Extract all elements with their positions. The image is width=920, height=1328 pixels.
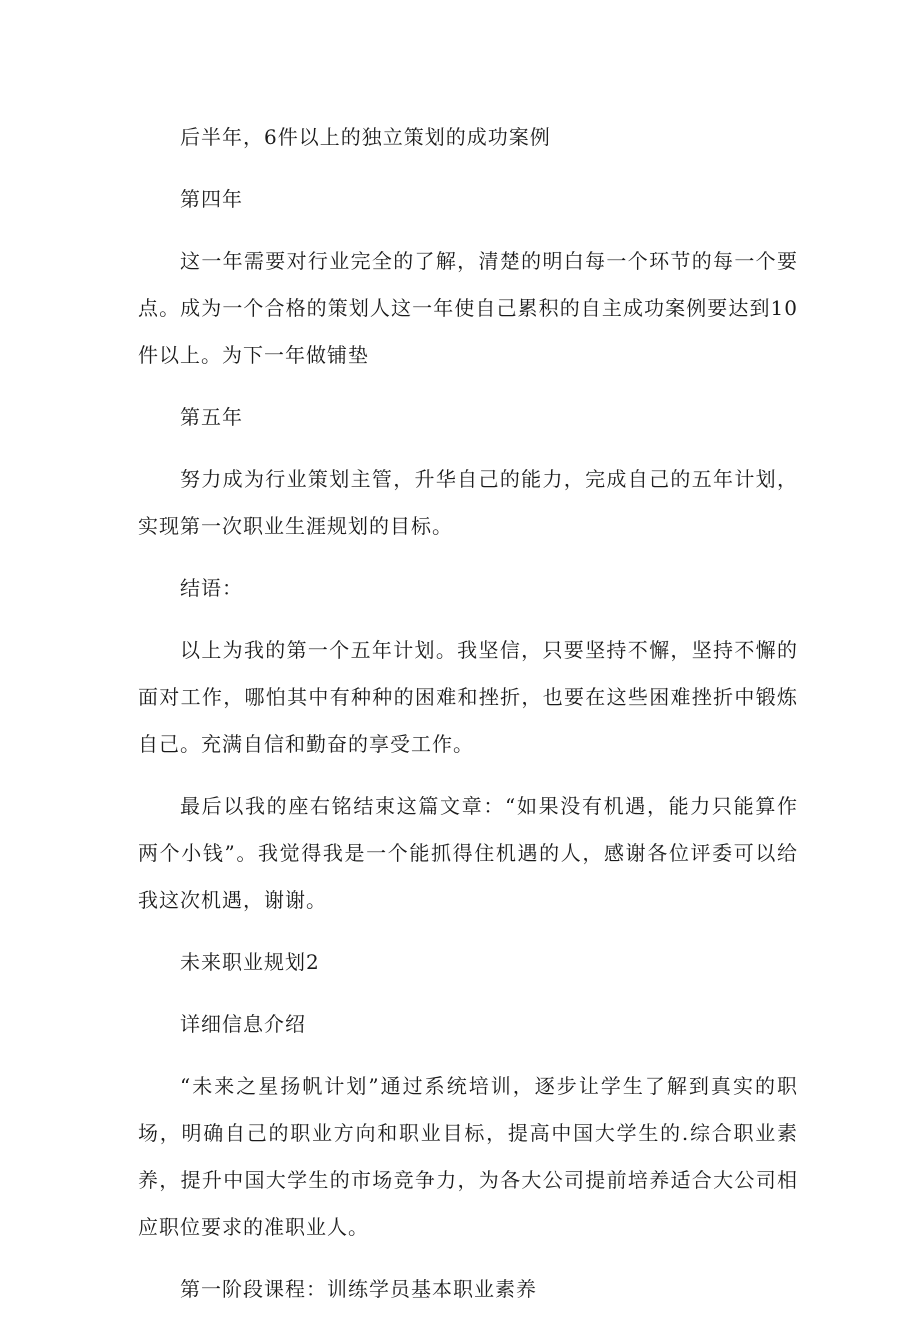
paragraph-motto: 最后以我的座右铭结束这篇文章：“如果没有机遇，能力只能算作两个小钱”。我觉得我是一个能抓得住机遇的人，感谢各位评委可以给我这次机遇，谢谢。 [138,794,798,912]
paragraph-year-four: 这一年需要对行业完全的了解，清楚的明白每一个环节的每一个要点。成为一个合格的策划人这一年使自己累积的自主成功案例要达到10件以上。为下一年做铺垫 [138,249,798,367]
heading-year-five: 第五年 [180,405,243,429]
heading-details: 详细信息介绍 [180,1012,306,1036]
paragraph-year-five: 努力成为行业策划主管，升华自己的能力，完成自己的五年计划，实现第一次职业生涯规划的目标。 [138,467,798,538]
document-body [138,114,798,1328]
heading-conclusion: 结语： [180,576,243,600]
heading-career-plan-2: 未来职业规划2 [180,950,320,974]
paragraph-second-half-year: 后半年，6件以上的独立策划的成功案例 [180,125,551,149]
paragraph-program-intro: “未来之星扬帆计划”通过系统培训，逐步让学生了解到真实的职场，明确自己的职业方向和职业目标，提高中国大学生的.综合职业素养，提升中国大学生的市场竞争力，为各大公司提前培养适合大公司相应职位要求的准职业人。 [138,1074,798,1239]
heading-stage-one: 第一阶段课程：训练学员基本职业素养 [180,1277,537,1301]
paragraph-conclusion: 以上为我的第一个五年计划。我坚信，只要坚持不懈，坚持不懈的面对工作，哪怕其中有种种的困难和挫折，也要在这些困难挫折中锻炼自己。充满自信和勤奋的享受工作。 [138,638,798,756]
heading-year-four: 第四年 [180,187,243,211]
